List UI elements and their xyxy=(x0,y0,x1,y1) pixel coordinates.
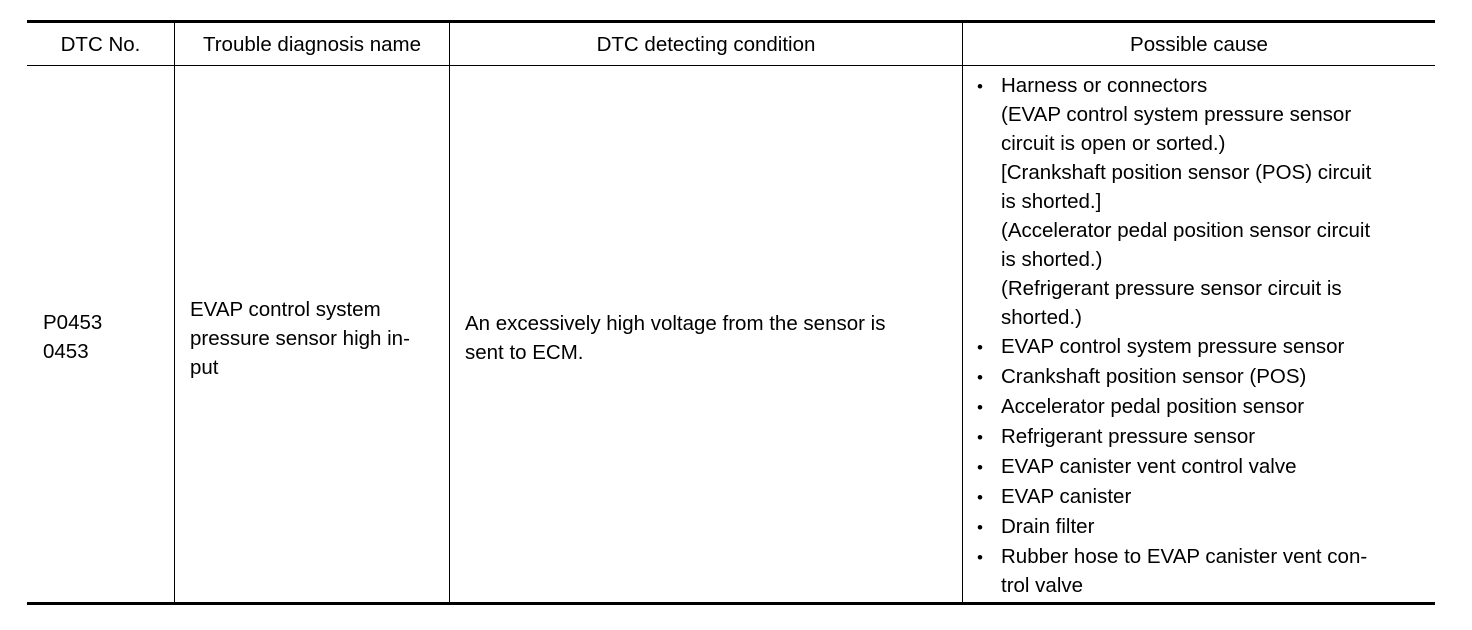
cell-dtc-no xyxy=(27,66,175,602)
possible-cause-line: (Refrigerant pressure sensor circuit is xyxy=(1001,277,1342,300)
bullet-icon xyxy=(977,422,1001,452)
table-bottom-rule xyxy=(27,602,1435,605)
possible-cause-line: (Accelerator pedal position sensor circuit xyxy=(1001,219,1371,242)
possible-cause-line: Crankshaft position sensor (POS) xyxy=(1001,365,1307,388)
possible-cause-text xyxy=(1001,362,1306,392)
dtc-table xyxy=(27,20,1435,605)
possible-cause-text xyxy=(1001,512,1094,542)
bullet-icon xyxy=(977,362,1001,392)
possible-cause-line: Accelerator pedal position sensor xyxy=(1001,395,1305,418)
bullet-icon xyxy=(977,512,1001,542)
possible-cause-item xyxy=(977,332,1371,362)
possible-cause-text xyxy=(1001,452,1297,482)
possible-cause-item xyxy=(977,362,1371,392)
possible-cause-line: circuit is open or sorted.) xyxy=(1001,132,1226,155)
possible-cause-list xyxy=(977,71,1371,600)
possible-cause-item xyxy=(977,542,1371,600)
possible-cause-item xyxy=(977,71,1371,332)
possible-cause-line: Refrigerant pressure sensor xyxy=(1001,425,1256,448)
possible-cause-line: (EVAP control system pressure sensor xyxy=(1001,103,1352,126)
header-dtc-detecting-condition: DTC detecting condition xyxy=(450,23,963,65)
possible-cause-text xyxy=(1001,422,1255,452)
possible-cause-text xyxy=(1001,71,1371,332)
possible-cause-line: Drain filter xyxy=(1001,515,1095,538)
possible-cause-line: [Crankshaft position sensor (POS) circuit xyxy=(1001,161,1372,184)
bullet-icon xyxy=(977,482,1001,512)
possible-cause-line: EVAP control system pressure sensor xyxy=(1001,335,1345,358)
cell-trouble-diagnosis-name xyxy=(175,66,450,602)
cell-dtc-detecting-condition xyxy=(450,66,963,602)
detecting-condition-line: sent to ECM. xyxy=(465,341,584,364)
possible-cause-item xyxy=(977,512,1371,542)
table-row xyxy=(27,66,1435,602)
dtc-codes xyxy=(43,308,102,366)
cell-possible-cause xyxy=(963,66,1435,602)
bullet-icon xyxy=(977,392,1001,422)
possible-cause-line: Rubber hose to EVAP canister vent con- xyxy=(1001,545,1368,568)
possible-cause-line: is shorted.) xyxy=(1001,248,1103,271)
possible-cause-line: EVAP canister vent control valve xyxy=(1001,455,1297,478)
detecting-condition-line: An excessively high voltage from the sensor is xyxy=(465,312,886,335)
header-trouble-diagnosis-name: Trouble diagnosis name xyxy=(175,23,450,65)
possible-cause-line: EVAP canister xyxy=(1001,485,1132,508)
possible-cause-text xyxy=(1001,542,1367,600)
bullet-icon xyxy=(977,332,1001,362)
header-dtc-no: DTC No. xyxy=(27,23,175,65)
possible-cause-line: Harness or connectors xyxy=(1001,74,1208,97)
table-header-row xyxy=(27,23,1435,66)
possible-cause-item xyxy=(977,482,1371,512)
diagnosis-name-text xyxy=(190,295,410,382)
bullet-icon xyxy=(977,542,1001,600)
bullet-icon xyxy=(977,71,1001,332)
possible-cause-line: trol valve xyxy=(1001,574,1084,597)
possible-cause-item xyxy=(977,392,1371,422)
possible-cause-text xyxy=(1001,392,1304,422)
possible-cause-line: shorted.) xyxy=(1001,306,1082,329)
possible-cause-item xyxy=(977,452,1371,482)
possible-cause-text xyxy=(1001,332,1344,362)
header-possible-cause: Possible cause xyxy=(1130,33,1268,56)
possible-cause-item xyxy=(977,422,1371,452)
dtc-code-line: 0453 xyxy=(43,340,89,363)
diagnosis-name-line: pressure sensor high in- xyxy=(190,326,410,350)
dtc-code-line: P0453 xyxy=(43,311,103,334)
bullet-icon xyxy=(977,452,1001,482)
possible-cause-text xyxy=(1001,482,1131,512)
detecting-condition-text xyxy=(465,309,885,367)
diagnosis-name-line: EVAP control system xyxy=(190,297,381,321)
possible-cause-line: is shorted.] xyxy=(1001,190,1102,213)
diagnosis-name-line: put xyxy=(190,355,219,379)
